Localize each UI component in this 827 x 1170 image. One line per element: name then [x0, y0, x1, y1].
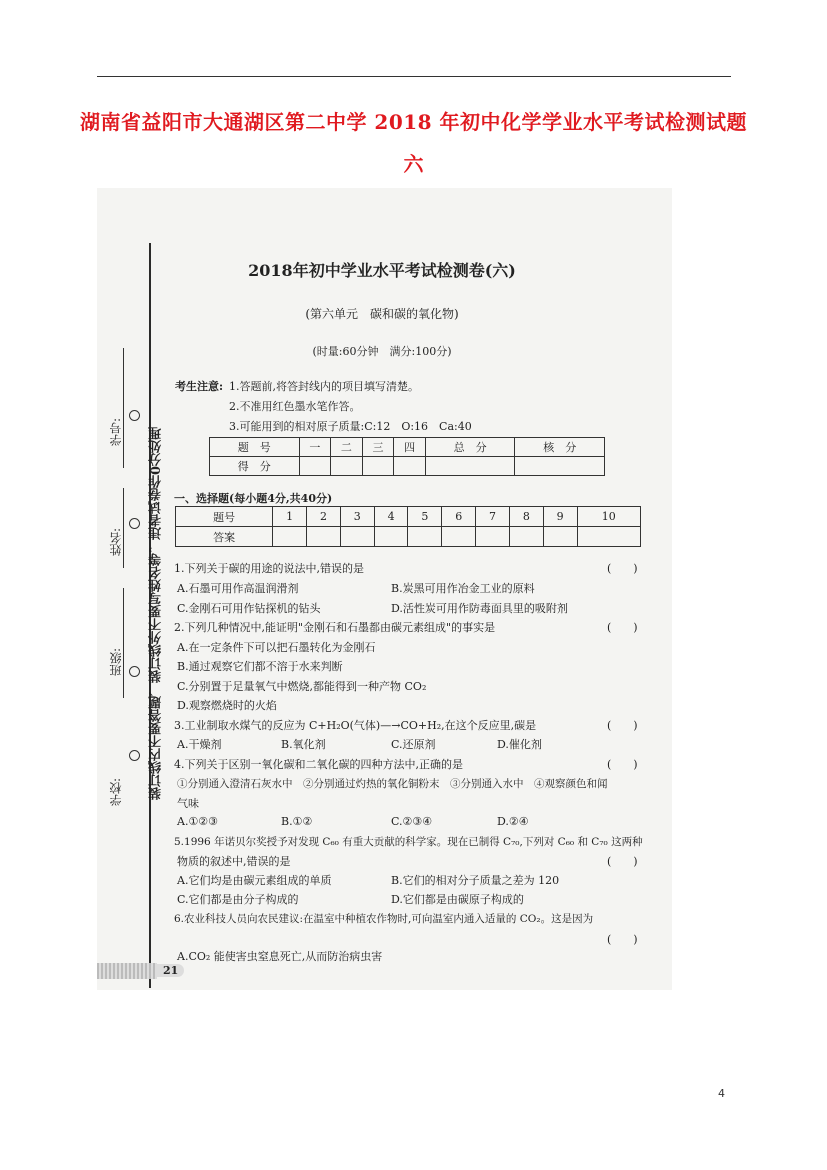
- question-option: B.氧化剂: [281, 738, 326, 751]
- student-id-line: [123, 348, 124, 468]
- question-text: 气味: [177, 797, 199, 810]
- answer-parentheses: ( ): [607, 758, 638, 771]
- score-table: [209, 437, 605, 476]
- class-label: 班级:: [109, 648, 123, 677]
- answer-table-header: 题号: [176, 507, 273, 527]
- question-option: A.干燥剂: [177, 738, 222, 751]
- question-option: D.②④: [497, 815, 529, 828]
- question-stem: 3.工业制取水煤气的反应为 C+H₂O(气体)—→CO+H₂,在这个反应里,碳是: [174, 719, 537, 732]
- answer-cell: [543, 527, 577, 547]
- score-table-cell: 核 分: [515, 438, 605, 457]
- answer-parentheses: ( ): [607, 562, 638, 575]
- question-text: 物质的叙述中,错误的是: [177, 855, 291, 868]
- binding-hole-icon: [129, 518, 140, 529]
- answer-parentheses: ( ): [607, 719, 638, 732]
- binding-hole-icon: [129, 410, 140, 421]
- question-stem: 6.农业科技人员向农民建议:在温室中种植农作物时,可向温室内通入适量的 CO₂。这是因为: [174, 913, 594, 925]
- score-table-cell: [362, 457, 394, 476]
- document-title-continuation: 六: [403, 152, 424, 176]
- student-id-label: 学号:: [109, 418, 123, 447]
- answer-table-number: 4: [374, 507, 408, 527]
- class-line: [123, 588, 124, 698]
- scan-page-number: 21: [157, 964, 184, 977]
- answer-parentheses: ( ): [607, 933, 638, 946]
- time-and-score: (时量:60分钟 满分:100分): [312, 345, 452, 358]
- sheet-title: 2018年初中学业水平考试检测卷(六): [248, 261, 516, 280]
- question-option: D.活性炭可用作防毒面具里的吸附剂: [391, 602, 568, 615]
- score-table-cell: 二: [331, 438, 363, 457]
- score-table-cell: 一: [299, 438, 331, 457]
- answer-table-number: 10: [577, 507, 640, 527]
- answer-table-number: 6: [442, 507, 476, 527]
- question-option: A.它们均是由碳元素组成的单质: [177, 874, 332, 887]
- question-option: B.①②: [281, 815, 313, 828]
- question-stem: 5.1996 年诺贝尔奖授予对发现 C₆₀ 有重大贡献的科学家。现在已制得 C₇₀,下列对 C₆₀ 和 C₇₀ 这两种: [174, 836, 643, 848]
- question-option: C.分别置于足量氧气中燃烧,都能得到一种产物 CO₂: [177, 680, 427, 693]
- notice-item: 1.答题前,将答封线内的项目填写清楚。: [229, 380, 419, 393]
- name-label: 姓名:: [109, 528, 123, 557]
- question-option: A.在一定条件下可以把石墨转化为金刚石: [177, 641, 376, 654]
- notice-item: 3.可能用到的相对原子质量:C:12 O:16 Ca:40: [229, 420, 472, 433]
- score-table-cell: [331, 457, 363, 476]
- binding-warning: 装订线内不要答题、装订线外不要写姓名等，违者试卷作0分处理: [149, 426, 164, 800]
- score-table-cell: 题 号: [210, 438, 300, 457]
- answer-table-number: 2: [307, 507, 341, 527]
- score-table-cell: [425, 457, 515, 476]
- score-table-cell: [299, 457, 331, 476]
- answer-parentheses: ( ): [607, 855, 638, 868]
- score-table-cell: 三: [362, 438, 394, 457]
- answer-table-header: 答案: [176, 527, 273, 547]
- question-option: C.还原剂: [391, 738, 436, 751]
- answer-cell: [307, 527, 341, 547]
- unit-subtitle: (第六单元 碳和碳的氧化物): [305, 307, 459, 321]
- answer-table-number: 8: [509, 507, 543, 527]
- answer-cell: [476, 527, 510, 547]
- question-text: ①分别通入澄清石灰水中 ②分别通过灼热的氧化铜粉末 ③分别通入水中 ④观察颜色和闻: [177, 778, 608, 790]
- question-stem: 1.下列关于碳的用途的说法中,错误的是: [174, 562, 364, 575]
- binding-hole-icon: [129, 750, 140, 761]
- answer-parentheses: ( ): [607, 621, 638, 634]
- question-option: C.②③④: [391, 815, 433, 828]
- answer-table-number: 7: [476, 507, 510, 527]
- document-title: 湖南省益阳市大通湖区第二中学 2018 年初中化学学业水平考试检测试题: [79, 110, 748, 134]
- answer-cell: [273, 527, 307, 547]
- question-option: A.石墨可用作高温润滑剂: [177, 582, 299, 595]
- binding-hole-icon: [129, 666, 140, 677]
- score-table-cell: [394, 457, 426, 476]
- section-heading: 一、选择题(每小题4分,共40分): [174, 492, 333, 505]
- answer-table-number: 5: [408, 507, 442, 527]
- answer-cell: [408, 527, 442, 547]
- score-table-cell: 四: [394, 438, 426, 457]
- question-stem: 2.下列几种情况中,能证明"金刚石和石墨都由碳元素组成"的事实是: [174, 621, 496, 634]
- answer-table: [175, 506, 641, 547]
- question-option: D.催化剂: [497, 738, 542, 751]
- question-option: C.它们都是由分子构成的: [177, 893, 299, 906]
- score-table-cell: [515, 457, 605, 476]
- question-option: A.CO₂ 能使害虫窒息死亡,从而防治病虫害: [177, 950, 383, 963]
- school-label: 学校:: [109, 778, 123, 807]
- score-table-cell: 总 分: [425, 438, 515, 457]
- score-table-cell: 得 分: [210, 457, 300, 476]
- page-number: 4: [718, 1087, 725, 1100]
- answer-cell: [374, 527, 408, 547]
- notice-label: 考生注意:: [175, 380, 224, 393]
- question-option: B.炭黑可用作冶金工业的原料: [391, 582, 535, 595]
- footer-band: [97, 963, 157, 979]
- question-option: A.①②③: [177, 815, 219, 828]
- question-option: C.金刚石可用作钻探机的钻头: [177, 602, 321, 615]
- header-rule: [97, 76, 731, 77]
- question-option: B.通过观察它们都不溶于水来判断: [177, 660, 343, 673]
- question-option: D.观察燃烧时的火焰: [177, 699, 277, 712]
- question-option: B.它们的相对分子质量之差为 120: [391, 874, 560, 887]
- question-option: D.它们都是由碳原子构成的: [391, 893, 524, 906]
- notice-item: 2.不准用红色墨水笔作答。: [229, 400, 361, 413]
- answer-table-number: 3: [340, 507, 374, 527]
- answer-cell: [340, 527, 374, 547]
- scanned-exam-page: [97, 188, 672, 990]
- answer-table-number: 1: [273, 507, 307, 527]
- answer-table-number: 9: [543, 507, 577, 527]
- answer-cell: [577, 527, 640, 547]
- answer-cell: [442, 527, 476, 547]
- answer-cell: [509, 527, 543, 547]
- question-stem: 4.下列关于区别一氧化碳和二氧化碳的四种方法中,正确的是: [174, 758, 463, 771]
